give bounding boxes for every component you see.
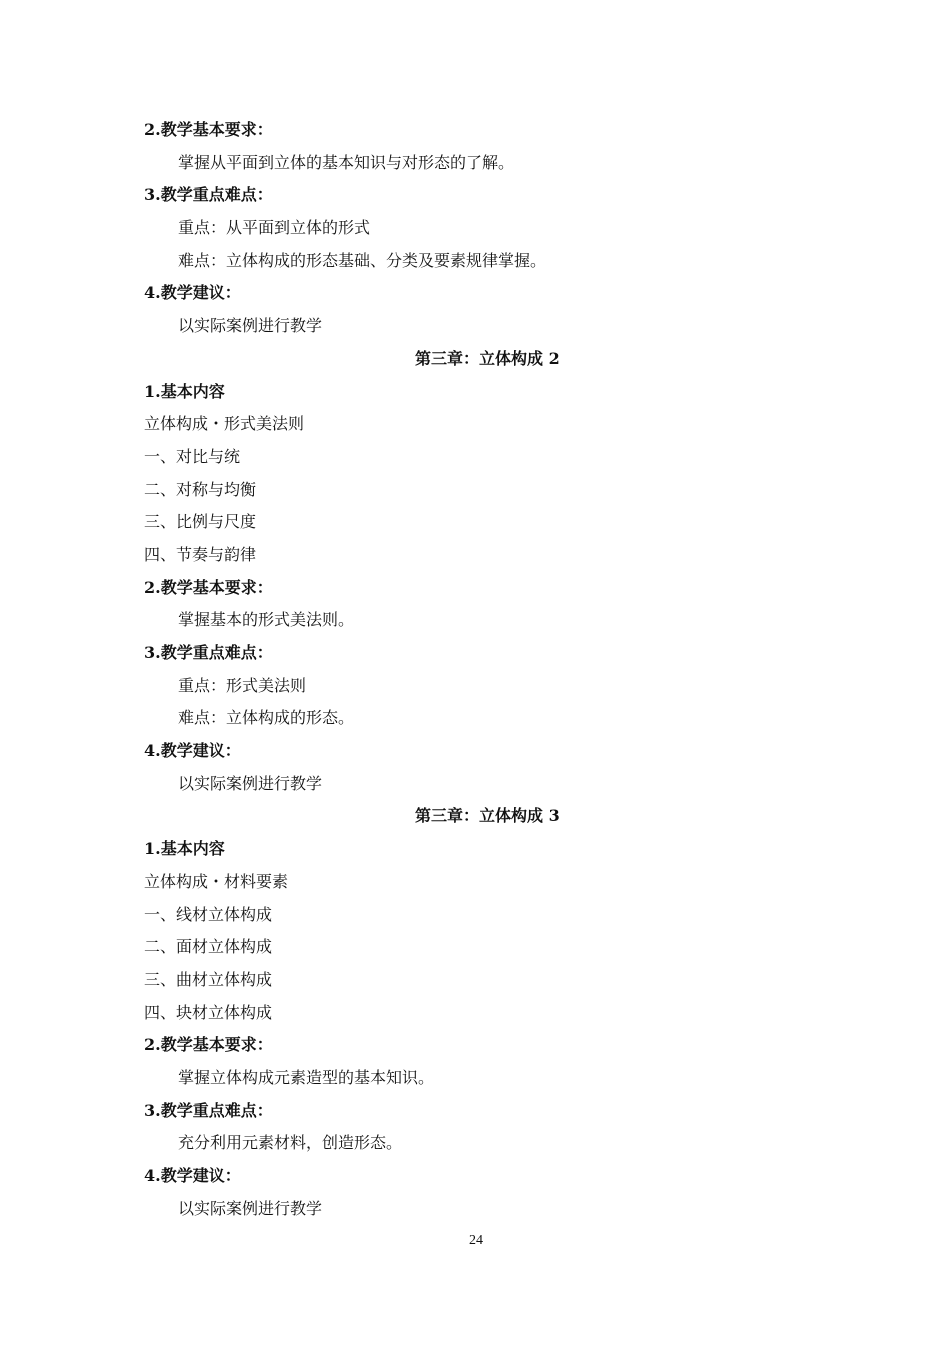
- list-line: 二、对称与均衡: [144, 479, 257, 499]
- section-heading: 3.教学重点难点：: [144, 1100, 273, 1120]
- page-content: [144, 114, 824, 1225]
- list-line: 立体构成・材料要素: [144, 871, 289, 891]
- section-heading: 3.教学重点难点：: [144, 643, 273, 662]
- body-paragraph: 难点：立体构成的形态基础、分类及要素规律掌握。: [178, 250, 547, 270]
- body-paragraph: 掌握从平面到立体的基本知识与对形态的了解。: [178, 152, 515, 172]
- body-paragraph: 重点：形式美法则: [178, 675, 307, 695]
- section-heading: 4.教学建议：: [144, 283, 241, 303]
- section-heading: 3.教学重点难点：: [144, 185, 273, 205]
- section-heading: 2.教学基本要求：: [144, 577, 273, 597]
- section-heading: 1.基本内容: [144, 381, 225, 401]
- list-line: 立体构成・形式美法则: [144, 414, 305, 434]
- body-paragraph: 掌握立体构成元素造型的基本知识。: [178, 1067, 435, 1087]
- section-heading: 4.教学建议：: [144, 1166, 241, 1185]
- section-heading: 2.教学基本要求：: [144, 120, 273, 139]
- list-line: 四、节奏与韵律: [144, 544, 257, 564]
- body-paragraph: 难点：立体构成的形态。: [178, 708, 355, 728]
- list-line: 一、对比与统: [144, 446, 241, 466]
- section-heading: 2.教学基本要求：: [144, 1035, 273, 1055]
- chapter-title: 第三章：立体构成 2: [415, 348, 560, 368]
- body-paragraph: 以实际案例进行教学: [178, 1198, 323, 1218]
- section-heading: 1.基本内容: [144, 839, 225, 859]
- list-line: 三、曲材立体构成: [144, 969, 273, 989]
- body-paragraph: 以实际案例进行教学: [178, 773, 323, 793]
- section-heading: 4.教学建议：: [144, 741, 241, 761]
- chapter-title: 第三章：立体构成 3: [415, 806, 560, 826]
- page-number: 24: [469, 1233, 483, 1248]
- body-paragraph: 掌握基本的形式美法则。: [178, 610, 355, 630]
- body-paragraph: 充分利用元素材料，创造形态。: [178, 1133, 403, 1153]
- list-line: 四、块材立体构成: [144, 1002, 273, 1022]
- body-paragraph: 重点：从平面到立体的形式: [178, 218, 371, 238]
- list-line: 三、比例与尺度: [144, 512, 257, 532]
- body-paragraph: 以实际案例进行教学: [178, 316, 323, 336]
- list-line: 一、线材立体构成: [144, 904, 273, 924]
- list-line: 二、面材立体构成: [144, 937, 273, 957]
